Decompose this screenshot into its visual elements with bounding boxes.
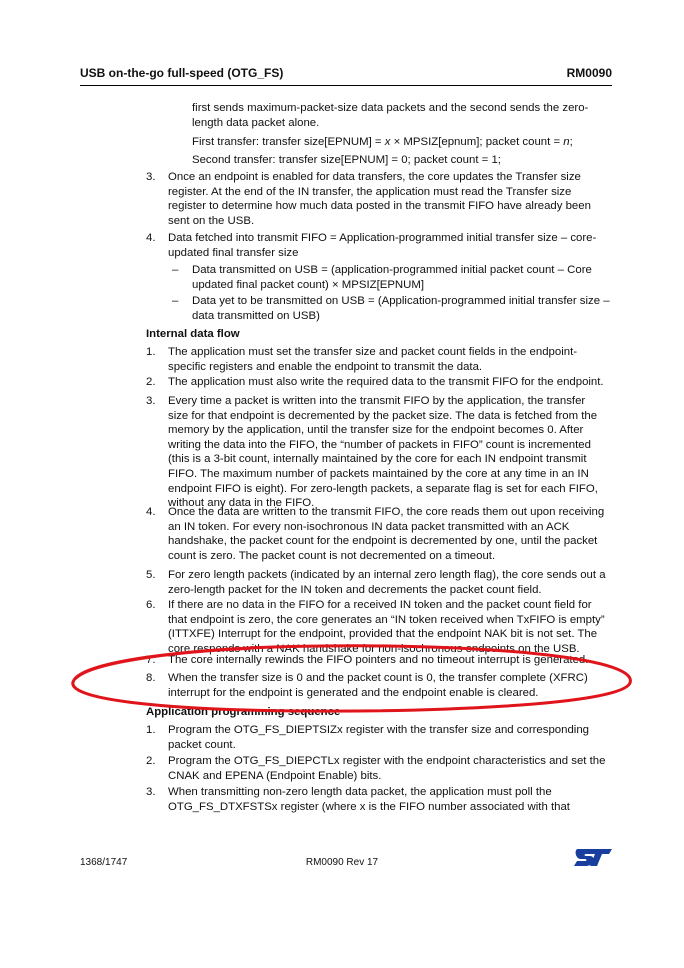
list-number: 7. (146, 654, 156, 666)
list-item: When the transfer size is 0 and the packet count is 0, the transfer complete (XFRC) interrupt for the endpoint is generated and the endpoint enable is cleared. (168, 672, 588, 699)
formula-part: ; (569, 136, 573, 148)
formula-var-x: x (384, 136, 391, 148)
list-number: 8. (146, 672, 156, 684)
intro-line-2: length data packet alone. (192, 116, 320, 129)
list-number: 2. (146, 755, 156, 767)
list-item: Program the OTG_FS_DIEPCTLx register with the endpoint characteristics and set the CNAK and EPENA (Endpoint Enable) bits. (168, 755, 606, 782)
list-number: 1. (146, 346, 156, 358)
first-transfer-formula (192, 135, 610, 150)
list-number: 4. (146, 232, 156, 244)
list-number: 6. (146, 599, 156, 611)
formula-part: First transfer: transfer size[EPNUM] = (192, 136, 385, 148)
list-item: The core internally rewinds the FIFO pointers and no timeout interrupt is generated. (168, 654, 589, 666)
section-title: USB on-the-go full-speed (OTG_FS) (80, 66, 284, 80)
list-number: 3. (146, 786, 156, 798)
intro-line-1: first sends maximum-packet-size data packets and the second sends the zero- (192, 102, 589, 114)
section-heading-application-programming-sequence: Application programming sequence (146, 706, 341, 718)
intro-paragraph (192, 101, 610, 130)
list-item: The application must set the transfer size and packet count fields in the endpoint-specific registers and enable the endpoint to transmit the data. (168, 346, 578, 373)
list-item: Every time a packet is written into the transmit FIFO by the application, the transfer size for that endpoint is decremented by the packet size. The data is fetched from the memory by the application, until the transfer size for the endpoint becomes 0. After writing the data into the FIFO, the “number of packets in FIFO” count is incremented (this is a 3-bit count, internally maintained by the core for each IN endpoint transmit FIFO. The maximum number of packets maintained by the core at any time in an IN endpoint FIFO is eight). For zero-length packets, a separate flag is set for each FIFO, without any data in the FIFO. (168, 395, 598, 510)
page-header (80, 66, 612, 84)
header-divider (80, 85, 612, 86)
document-code: RM0090 (566, 66, 612, 80)
second-transfer-formula: Second transfer: transfer size[EPNUM] = 0; packet count = 1; (192, 154, 501, 166)
list-number: 1. (146, 724, 156, 736)
document-revision: RM0090 Rev 17 (305, 857, 379, 868)
list-number: 3. (146, 171, 156, 183)
list-item: Once the data are written to the transmit FIFO, the core reads them out upon receiving an IN token. For every non-isochronous IN data packet transmitted with an ACK handshake, the packet count for the endpoint is decremented by one, until the packet count is zero. The packet count is not decremented on a timeout. (168, 506, 605, 562)
list-item: When transmitting non-zero length data packet, the application must poll the OTG_FS_DTXFSTSx register (where x is the FIFO number associated with that (168, 786, 570, 813)
list-number: 2. (146, 376, 156, 388)
sub-list-dash: – (172, 264, 179, 276)
formula-part: × MPSIZ[epnum]; packet count = (390, 136, 564, 148)
list-item: Once an endpoint is enabled for data transfers, the core updates the Transfer size register. At the end of the IN transfer, the application must read the Transfer size register to determine how much data posted in the transmit FIFO have already been sent on the USB. (168, 171, 591, 227)
page-number: 1368/1747 (80, 857, 128, 868)
list-item: Data fetched into transmit FIFO = Application-programmed initial transfer size – core-updated final transfer size (168, 232, 597, 259)
list-item: Program the OTG_FS_DIEPTSIZx register with the transfer size and corresponding packet count. (168, 724, 589, 751)
sub-list-item: Data transmitted on USB = (application-programmed initial packet count – Core updated final packet count) × MPSIZ[EPNUM] (192, 264, 592, 291)
list-item: If there are no data in the FIFO for a received IN token and the packet count field for that endpoint is zero, the core generates an “IN token received when TxFIFO is empty” (ITTXFE) Interrupt for the endpoint, provided that the endpoint NAK bit is not set. The core responds with a NAK handshake for non-isochronous endpoints on the USB. (168, 599, 605, 655)
sub-list-dash: – (172, 295, 179, 307)
formula-var-n: n (563, 136, 570, 148)
list-item: The application must also write the required data to the transmit FIFO for the endpoint. (168, 376, 604, 388)
st-logo (572, 846, 614, 868)
list-number: 3. (146, 395, 156, 407)
list-number: 5. (146, 569, 156, 581)
list-number: 4. (146, 506, 156, 518)
sub-list-item: Data yet to be transmitted on USB = (Application-programmed initial transfer size – data transmitted on USB) (192, 295, 610, 322)
section-heading-internal-data-flow: Internal data flow (146, 328, 240, 340)
list-item: For zero length packets (indicated by an internal zero length flag), the core sends out a zero-length packet for the IN token and decrements the packet count field. (168, 569, 606, 596)
